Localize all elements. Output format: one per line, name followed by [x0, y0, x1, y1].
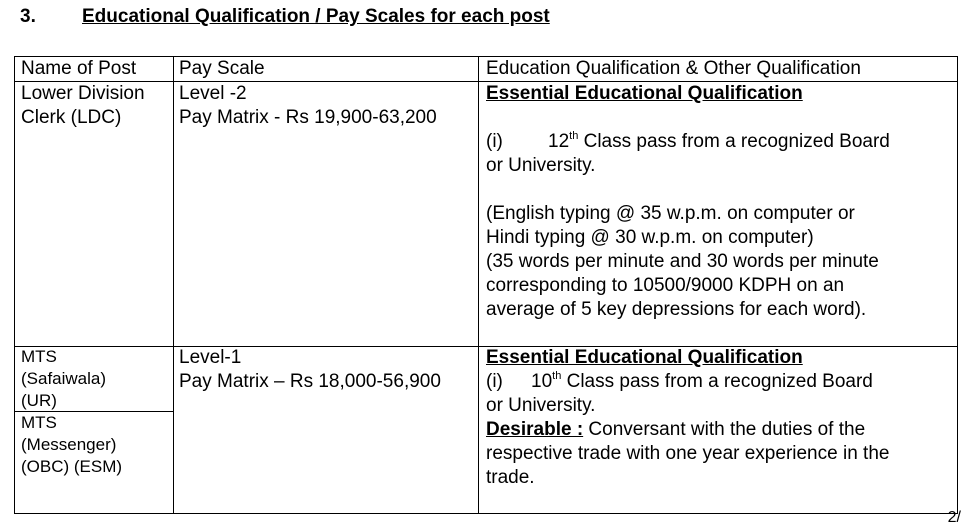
typing-line: Hindi typing @ 30 w.p.m. on computer) — [486, 227, 814, 248]
typing-line: corresponding to 10500/9000 KDPH on an — [486, 275, 845, 296]
desirable-text: Conversant with the duties of the — [583, 419, 866, 440]
class-number: 10 — [531, 371, 553, 392]
class-text: Class pass from a recognized Board — [561, 371, 873, 392]
row-mts-pay — [179, 346, 441, 394]
essential-heading: Essential Educational Qualification — [486, 83, 803, 104]
post-line: (Safaiwala) — [21, 369, 107, 388]
desirable-text: respective trade with one year experience in the — [486, 443, 890, 464]
row-ldc-post — [21, 82, 145, 130]
pay-matrix: Pay Matrix – Rs 18,000-56,900 — [179, 371, 441, 392]
class-requirement — [486, 370, 951, 394]
post-line: MTS — [21, 413, 57, 432]
header-education: Education Qualification & Other Qualification — [486, 58, 861, 79]
qualification-table — [14, 56, 958, 514]
header-post: Name of Post — [21, 58, 137, 79]
section-heading — [20, 6, 550, 28]
post-line: Clerk (LDC) — [21, 107, 122, 128]
post-line: Lower Division — [21, 83, 145, 104]
post-line: MTS — [21, 347, 57, 366]
header-pay: Pay Scale — [179, 58, 265, 79]
column-divider — [478, 57, 479, 513]
essential-heading: Essential Educational Qualification — [486, 347, 803, 368]
desirable-label: Desirable : — [486, 419, 584, 440]
row-ldc-education — [486, 82, 951, 322]
typing-line: average of 5 key depressions for each word). — [486, 299, 867, 320]
desirable-line — [486, 418, 951, 442]
typing-line: (English typing @ 35 w.p.m. on computer or — [486, 203, 855, 224]
class-text-continued: or University. — [486, 395, 596, 416]
class-suffix: th — [552, 370, 562, 382]
row-ldc-pay — [179, 82, 437, 130]
item-marker: (i) — [486, 131, 503, 152]
column-divider — [173, 57, 174, 513]
class-suffix: th — [569, 130, 579, 142]
typing-line: (35 words per minute and 30 words per minute — [486, 251, 879, 272]
row-mts-education — [486, 346, 951, 490]
row-mts-messenger-post — [21, 412, 122, 478]
pay-level: Level-1 — [179, 347, 242, 368]
pay-matrix: Pay Matrix - Rs 19,900-63,200 — [179, 107, 437, 128]
section-number: 3. — [20, 6, 36, 27]
class-text: Class pass from a recognized Board — [578, 131, 890, 152]
class-text-continued: or University. — [486, 155, 596, 176]
desirable-text: trade. — [486, 467, 535, 488]
class-requirement — [486, 130, 951, 154]
item-marker: (i) — [486, 371, 503, 392]
post-line: (OBC) (ESM) — [21, 457, 123, 476]
pay-level: Level -2 — [179, 83, 247, 104]
post-line: (UR) — [21, 391, 57, 410]
class-number: 12 — [548, 131, 570, 152]
section-title: Educational Qualification / Pay Scales for each post — [82, 6, 550, 27]
row-mts-safaiwala-post — [21, 346, 106, 412]
page-number-fragment: 2/ — [947, 509, 961, 526]
post-line: (Messenger) — [21, 435, 117, 454]
